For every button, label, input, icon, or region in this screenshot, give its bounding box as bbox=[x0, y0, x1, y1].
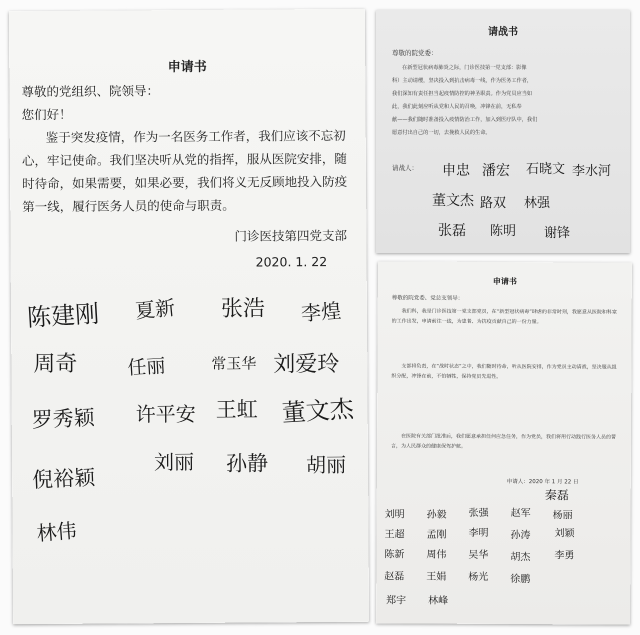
bottom-right-signature: 王娟 bbox=[426, 571, 447, 583]
bottom-right-document-photo bbox=[376, 261, 632, 624]
bottom-right-paragraph: 支部将负责，在“战时状态”之中，我们随时待命，听从医院安排，作为党员主动请战，坚决服从组织分配，冲锋在前，不怕牺牲，保持党员先进性。 bbox=[391, 363, 617, 380]
top-right-signature: 李水河 bbox=[572, 164, 612, 179]
top-right-signature: 林强 bbox=[524, 196, 551, 211]
top-right-body-line: 我们深知有责任担当起疫情防控的神圣职责。作为党员应当如 bbox=[392, 91, 533, 97]
bottom-right-signature: 陈新 bbox=[384, 549, 405, 561]
bottom-right-signature: 胡杰 bbox=[510, 552, 531, 564]
top-right-signature: 潘宏 bbox=[482, 163, 510, 179]
top-right-body-line: 科）主动请缨，坚决投入到抗击病毒一线，作为医务工作者， bbox=[392, 78, 533, 84]
top-right-body-line: 愿意付出自己的一切，去挽救人民的生命。 bbox=[392, 130, 491, 136]
left-signature: 常玉华 bbox=[211, 354, 257, 373]
top-right-greeting: 尊敬的院党委： bbox=[392, 49, 438, 57]
bottom-right-signature: 孙涛 bbox=[510, 530, 531, 542]
bottom-right-signature: 刘颖 bbox=[554, 528, 575, 540]
left-signature: 孙静 bbox=[225, 451, 269, 476]
bottom-right-signature: 秦磊 bbox=[544, 488, 569, 503]
left-signature: 董文杰 bbox=[281, 394, 355, 428]
top-right-signature: 陈明 bbox=[490, 224, 517, 239]
left-signature: 王虹 bbox=[215, 397, 258, 422]
left-org: 门诊医技第四党支部 bbox=[234, 227, 348, 244]
bottom-right-signer-date: 申请人：2020 年 1 月 22 日 bbox=[506, 479, 579, 486]
bottom-right-signature: 赵磊 bbox=[384, 571, 405, 583]
left-signature: 陈建刚 bbox=[26, 299, 100, 332]
top-right-body-line: 献——我们随时准备投入疫情防治工作，加入到医疗队中，我们 bbox=[392, 117, 538, 123]
top-right-signature: 张磊 bbox=[438, 223, 466, 239]
left-body-line-1: 鉴于突发疫情，作为一名医务工作者，我们应该不忘初 bbox=[45, 127, 346, 145]
bottom-right-signature: 杨丽 bbox=[552, 510, 573, 522]
top-right-body-line: 在新型冠状病毒肺炎之际，门诊医技第一党支部：影像 bbox=[402, 65, 527, 71]
left-title: 申请书 bbox=[167, 59, 207, 76]
left-body-line-3: 时待命，如果需要，如果必要，我们将义无反顾地投入防疫 bbox=[22, 173, 348, 192]
left-hello: 您们好！ bbox=[21, 106, 72, 123]
bottom-right-signature: 郑宇 bbox=[386, 595, 407, 607]
left-signature: 胡丽 bbox=[305, 452, 347, 478]
top-right-signature: 石晓文 bbox=[526, 162, 566, 177]
bottom-right-signature: 周伟 bbox=[426, 549, 447, 561]
left-signature: 张浩 bbox=[220, 296, 266, 322]
top-right-signature: 申忠 bbox=[442, 163, 470, 179]
top-right-signature: 路双 bbox=[480, 196, 507, 211]
top-right-body-line: 此，我们此刻应听从党和人民的召唤，冲锋在前，无私奉 bbox=[392, 104, 522, 110]
bottom-right-signature: 王超 bbox=[384, 529, 405, 541]
top-right-document-photo bbox=[376, 10, 630, 253]
left-signature: 李煌 bbox=[300, 298, 342, 326]
left-document-photo bbox=[9, 9, 369, 624]
bottom-right-signature: 李明 bbox=[468, 527, 489, 539]
left-signature: 倪裕颖 bbox=[31, 465, 96, 493]
bottom-right-paragraph: 在医院有关部门批准后，我们愿意承担任何应急任务，作为党员，我们将用行动践行医务人员的誓言，为人民群众的健康保驾护航。 bbox=[390, 433, 617, 450]
left-greeting: 尊敬的党组织、院领导： bbox=[21, 83, 159, 100]
bottom-right-greeting: 尊敬的院党委、党总支领导： bbox=[391, 295, 464, 302]
left-signature: 林伟 bbox=[35, 518, 78, 546]
top-right-signature: 董文杰 bbox=[432, 193, 474, 209]
bottom-right-signature: 吴华 bbox=[468, 549, 489, 561]
bottom-right-paragraph: 我们科，我是门诊医技第一党支部党员，在“新型冠状病毒”肆虐的非常时刻，我愿意从医院和科室的工作出发，申请前往一线，为患者、为抗疫贡献自己的一份力量。 bbox=[391, 308, 617, 326]
bottom-right-signature: 刘明 bbox=[384, 509, 405, 521]
top-right-title: 请战书 bbox=[488, 27, 518, 38]
left-signature: 罗秀颖 bbox=[31, 405, 96, 433]
bottom-right-title: 申请书 bbox=[492, 276, 517, 287]
left-signature: 周奇 bbox=[33, 351, 78, 378]
bottom-right-signature: 徐鹏 bbox=[510, 574, 531, 586]
left-signature: 任丽 bbox=[126, 355, 167, 380]
bottom-right-signature: 赵军 bbox=[510, 508, 531, 520]
left-body-line-2: 心，牢记使命。我们坚决听从党的指挥，服从医院安排，随 bbox=[21, 150, 347, 169]
left-body-line-4: 第一线，履行医务人员的使命与职责。 bbox=[22, 197, 235, 215]
bottom-right-signature: 张强 bbox=[468, 507, 489, 519]
top-right-signers-label: 请战人： bbox=[392, 164, 418, 172]
left-signature: 刘丽 bbox=[153, 449, 195, 475]
top-right-signature: 谢锋 bbox=[544, 226, 571, 241]
left-signature: 夏新 bbox=[134, 295, 177, 324]
left-signature: 刘爱玲 bbox=[273, 351, 340, 378]
bottom-right-signature: 林峰 bbox=[428, 595, 449, 607]
bottom-right-signature: 杨光 bbox=[468, 571, 489, 583]
bottom-right-signature: 李勇 bbox=[554, 550, 575, 562]
bottom-right-signature: 孙毅 bbox=[426, 509, 447, 521]
left-date: 2020. 1. 22 bbox=[255, 254, 328, 270]
left-signature: 许平安 bbox=[135, 401, 196, 427]
bottom-right-signature: 孟刚 bbox=[426, 529, 447, 541]
